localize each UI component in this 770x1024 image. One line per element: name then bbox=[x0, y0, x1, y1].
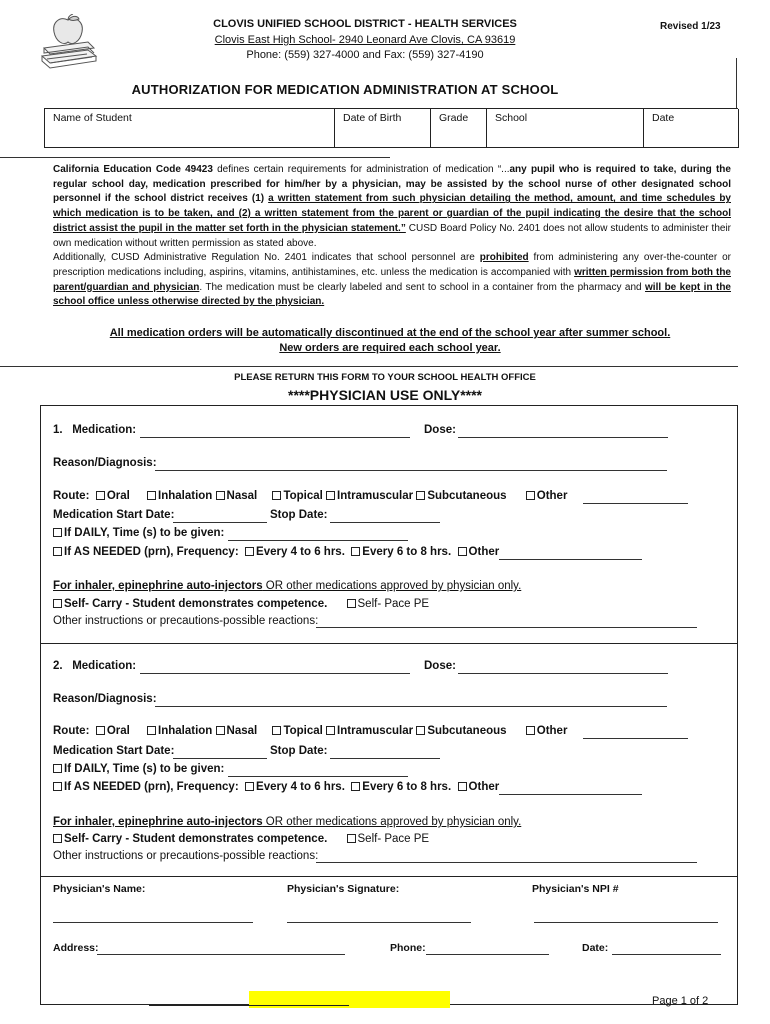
student-name-cell[interactable] bbox=[45, 109, 335, 148]
every-6-8-checkbox[interactable] bbox=[351, 782, 360, 791]
inhaler-note: OR other medications approved by physician only. bbox=[262, 816, 522, 828]
med2-reason-field[interactable] bbox=[155, 706, 667, 707]
intramuscular-label: Intramuscular bbox=[337, 490, 414, 502]
grade-label: Grade bbox=[439, 112, 469, 124]
other-route-checkbox[interactable] bbox=[526, 491, 535, 500]
return-instruction: PLEASE RETURN THIS FORM TO YOUR SCHOOL HEALTH OFFICE bbox=[234, 372, 536, 383]
other-freq-label: Other bbox=[468, 781, 500, 793]
physician-npi-label: Physician's NPI # bbox=[532, 883, 619, 895]
med1-inhaler-row bbox=[53, 580, 521, 592]
oral-checkbox[interactable] bbox=[96, 726, 105, 735]
phone-label: Phone: bbox=[390, 942, 426, 954]
prn-checkbox[interactable] bbox=[53, 782, 62, 791]
student-info-table bbox=[44, 108, 738, 148]
school-address: Clovis East High School- 2940 Leonard Ave Clovis, CA 93619 bbox=[214, 34, 516, 46]
route-label: Route: bbox=[53, 490, 90, 502]
every-4-6-label: Every 4 to 6 hrs. bbox=[256, 781, 345, 793]
intramuscular-checkbox[interactable] bbox=[326, 726, 335, 735]
address-field[interactable] bbox=[97, 954, 345, 955]
legal-text-span: prohibited bbox=[479, 252, 529, 264]
other-instr-label: Other instructions or precautions-possible reactions: bbox=[53, 850, 319, 862]
other-freq-label: Other bbox=[468, 546, 500, 558]
section-rule bbox=[0, 366, 738, 367]
legal-paragraph-1 bbox=[53, 163, 731, 251]
med2-dose-label: Dose: bbox=[424, 660, 456, 672]
contact-phone-fax: Phone: (559) 327-4000 and Fax: (559) 327-4190 bbox=[246, 49, 484, 61]
discontinue-notice bbox=[60, 326, 720, 356]
daily-checkbox[interactable] bbox=[53, 764, 62, 773]
other-route-label: Other bbox=[536, 725, 568, 737]
intramuscular-label: Intramuscular bbox=[337, 725, 414, 737]
legal-text-span: a written statement from such physician detailing the method, amount, and time schedules by which medication is to be taken, and (2) a written statement from the parent or guardian of the pupil indicating the desire that the school district assist the pupil in the matter set forth in the physician statement.” bbox=[53, 193, 731, 234]
med1-other-instr-label bbox=[53, 615, 318, 627]
subcutaneous-checkbox[interactable] bbox=[416, 726, 425, 735]
med1-self-row bbox=[53, 598, 429, 610]
nasal-label: Nasal bbox=[226, 725, 258, 737]
prn-checkbox[interactable] bbox=[53, 547, 62, 556]
med2-daily-field[interactable] bbox=[228, 776, 408, 777]
med2-inhaler-row bbox=[53, 816, 521, 828]
address-label: Address: bbox=[53, 942, 99, 954]
other-route-checkbox[interactable] bbox=[526, 726, 535, 735]
every-6-8-label: Every 6 to 8 hrs. bbox=[362, 546, 452, 558]
med1-route-row bbox=[53, 490, 567, 502]
med2-self-row bbox=[53, 833, 429, 845]
self-carry-label: Self- Carry - Student demonstrates competence. bbox=[64, 833, 328, 845]
other-freq-checkbox[interactable] bbox=[458, 782, 467, 791]
med1-medication-field[interactable] bbox=[140, 437, 410, 438]
legal-text-span: Additionally, CUSD Administrative Regulation No. 2401 indicates that school personnel are bbox=[53, 252, 480, 264]
oral-label: Oral bbox=[106, 490, 130, 502]
inhaler-heading: For inhaler, epinephrine auto-injectors bbox=[53, 816, 263, 828]
self-pace-label: Self- Pace PE bbox=[357, 598, 430, 610]
med1-other-freq-field[interactable] bbox=[499, 559, 642, 560]
right-edge-rule bbox=[736, 58, 737, 108]
daily-label: If DAILY, Time (s) to be given: bbox=[64, 527, 225, 539]
med2-route-row bbox=[53, 725, 567, 737]
nasal-checkbox[interactable] bbox=[216, 726, 225, 735]
topical-checkbox[interactable] bbox=[272, 491, 281, 500]
med1-reason-field[interactable] bbox=[155, 470, 667, 471]
school-label: School bbox=[495, 112, 528, 124]
school-cell[interactable] bbox=[487, 109, 644, 148]
legal-text-span: . The medication must be clearly labeled and sent to school in a container from the pharmacy and bbox=[199, 281, 646, 293]
topical-checkbox[interactable] bbox=[272, 726, 281, 735]
dob-label: Date of Birth bbox=[343, 112, 402, 124]
med1-other-route-field[interactable] bbox=[583, 503, 688, 504]
oral-checkbox[interactable] bbox=[96, 491, 105, 500]
every-4-6-checkbox[interactable] bbox=[245, 782, 254, 791]
med1-other-instr-field[interactable] bbox=[316, 627, 697, 628]
legal-text-span: will be kept in the school office unless otherwise directed by the physician. bbox=[53, 281, 731, 308]
legal-text bbox=[53, 163, 731, 310]
other-instr-label: Other instructions or precautions-possible reactions: bbox=[53, 615, 319, 627]
med1-stop-label: Stop Date: bbox=[270, 509, 328, 521]
self-carry-checkbox[interactable] bbox=[53, 599, 62, 608]
legal-text-span: defines certain requirements for administration of medication “... bbox=[212, 164, 510, 175]
med2-stop-field[interactable] bbox=[330, 758, 440, 759]
date-label: Date: bbox=[582, 942, 609, 954]
med2-medication-row bbox=[53, 660, 136, 672]
physician-npi-field[interactable] bbox=[534, 922, 718, 923]
other-freq-checkbox[interactable] bbox=[458, 547, 467, 556]
legal-text-span: written permission from both the parent/guardian and physician bbox=[53, 266, 731, 293]
subcutaneous-label: Subcutaneous bbox=[427, 725, 507, 737]
notice-line-1: All medication orders will be automatically discontinued at the end of the school year after summer school. bbox=[109, 327, 671, 339]
med2-prn-row bbox=[53, 781, 499, 793]
med1-medication-row bbox=[53, 424, 136, 436]
med-divider bbox=[40, 643, 738, 644]
physician-name-field[interactable] bbox=[53, 922, 253, 923]
inhalation-label: Inhalation bbox=[158, 490, 213, 502]
med2-daily-row bbox=[53, 763, 224, 775]
legal-text-span: CUSD Board Policy No. 2401 does not allow students to administer their own medication without written permission as stated above. bbox=[53, 222, 731, 249]
med2-other-route-field[interactable] bbox=[583, 738, 688, 739]
med2-start-field[interactable] bbox=[173, 758, 267, 759]
med1-daily-row bbox=[53, 527, 224, 539]
med2-other-instr-label bbox=[53, 850, 318, 862]
self-pace-label: Self- Pace PE bbox=[357, 833, 430, 845]
med2-dose-field[interactable] bbox=[458, 673, 668, 674]
ed-code-ref: California Education Code 49423 bbox=[53, 164, 213, 175]
daily-checkbox[interactable] bbox=[53, 528, 62, 537]
nasal-checkbox[interactable] bbox=[216, 491, 225, 500]
med1-reason-label: Reason/Diagnosis: bbox=[53, 457, 157, 469]
physician-name-label: Physician's Name: bbox=[53, 883, 146, 895]
notice-line-2: New orders are required each school year. bbox=[279, 342, 501, 354]
student-name-label: Name of Student bbox=[53, 112, 132, 124]
self-pace-checkbox[interactable] bbox=[347, 599, 356, 608]
date-label: Date bbox=[652, 112, 675, 124]
physician-signature-field[interactable] bbox=[287, 922, 471, 923]
section-rule bbox=[0, 157, 390, 158]
med-number: 2. bbox=[53, 660, 63, 672]
prn-label: If AS NEEDED (prn), Frequency: bbox=[64, 546, 239, 558]
every-6-8-label: Every 6 to 8 hrs. bbox=[362, 781, 452, 793]
med1-start-label: Medication Start Date: bbox=[53, 509, 175, 521]
med2-start-label: Medication Start Date: bbox=[53, 745, 175, 757]
legal-text-span: from administering any over-the-counter or prescription medications including, aspirins, vitamins, antihistamines, etc. unless the medication is accompanied with bbox=[53, 252, 731, 278]
topical-label: Topical bbox=[283, 725, 323, 737]
inhalation-checkbox[interactable] bbox=[147, 491, 156, 500]
med1-daily-field[interactable] bbox=[228, 540, 408, 541]
apple-books-logo bbox=[38, 14, 98, 70]
footer-line bbox=[149, 1005, 349, 1006]
physician-only-heading: ****PHYSICIAN USE ONLY**** bbox=[288, 387, 482, 403]
med2-medication-field[interactable] bbox=[140, 673, 410, 674]
med2-other-instr-field[interactable] bbox=[316, 862, 697, 863]
grade-cell[interactable] bbox=[431, 109, 487, 148]
med2-stop-label: Stop Date: bbox=[270, 745, 328, 757]
med1-prn-row bbox=[53, 546, 499, 558]
district-title: CLOVIS UNIFIED SCHOOL DISTRICT - HEALTH SERVICES bbox=[213, 18, 517, 30]
subcutaneous-checkbox[interactable] bbox=[416, 491, 425, 500]
med1-start-field[interactable] bbox=[173, 522, 267, 523]
legal-text-span: any pupil who is required to take, during the regular school day, medication prescribed for him/her by a physician, may be assisted by the school nurse of other designated school personnel if the school district receives (1) bbox=[53, 164, 731, 205]
legal-paragraph-2 bbox=[53, 251, 731, 310]
med2-other-freq-field[interactable] bbox=[499, 794, 642, 795]
medication-label: Medication: bbox=[72, 424, 137, 436]
med-number: 1. bbox=[53, 424, 63, 436]
self-carry-label: Self- Carry - Student demonstrates competence. bbox=[64, 598, 328, 610]
med1-dose-field[interactable] bbox=[458, 437, 668, 438]
inhaler-note: OR other medications approved by physician only. bbox=[262, 580, 522, 592]
every-4-6-label: Every 4 to 6 hrs. bbox=[256, 546, 345, 558]
dob-cell[interactable] bbox=[335, 109, 431, 148]
nasal-label: Nasal bbox=[226, 490, 258, 502]
self-pace-checkbox[interactable] bbox=[347, 834, 356, 843]
oral-label: Oral bbox=[106, 725, 130, 737]
med2-reason-label: Reason/Diagnosis: bbox=[53, 693, 157, 705]
inhalation-label: Inhalation bbox=[158, 725, 213, 737]
signature-divider bbox=[40, 876, 738, 877]
route-label: Route: bbox=[53, 725, 90, 737]
intramuscular-checkbox[interactable] bbox=[326, 491, 335, 500]
every-4-6-checkbox[interactable] bbox=[245, 547, 254, 556]
revised-date: Revised 1/23 bbox=[660, 21, 721, 32]
self-carry-checkbox[interactable] bbox=[53, 834, 62, 843]
form-title: AUTHORIZATION FOR MEDICATION ADMINISTRATION AT SCHOOL bbox=[131, 82, 559, 97]
date-cell[interactable] bbox=[644, 109, 739, 148]
daily-label: If DAILY, Time (s) to be given: bbox=[64, 763, 225, 775]
topical-label: Topical bbox=[283, 490, 323, 502]
inhaler-heading: For inhaler, epinephrine auto-injectors bbox=[53, 580, 263, 592]
page-number: Page 1 of 2 bbox=[652, 995, 709, 1007]
subcutaneous-label: Subcutaneous bbox=[427, 490, 507, 502]
physician-signature-label: Physician's Signature: bbox=[287, 883, 400, 895]
med1-stop-field[interactable] bbox=[330, 522, 440, 523]
medication-label: Medication: bbox=[72, 660, 137, 672]
other-route-label: Other bbox=[536, 490, 568, 502]
med1-dose-label: Dose: bbox=[424, 424, 456, 436]
inhalation-checkbox[interactable] bbox=[147, 726, 156, 735]
phone-field[interactable] bbox=[426, 954, 549, 955]
prn-label: If AS NEEDED (prn), Frequency: bbox=[64, 781, 239, 793]
every-6-8-checkbox[interactable] bbox=[351, 547, 360, 556]
date-field[interactable] bbox=[612, 954, 721, 955]
